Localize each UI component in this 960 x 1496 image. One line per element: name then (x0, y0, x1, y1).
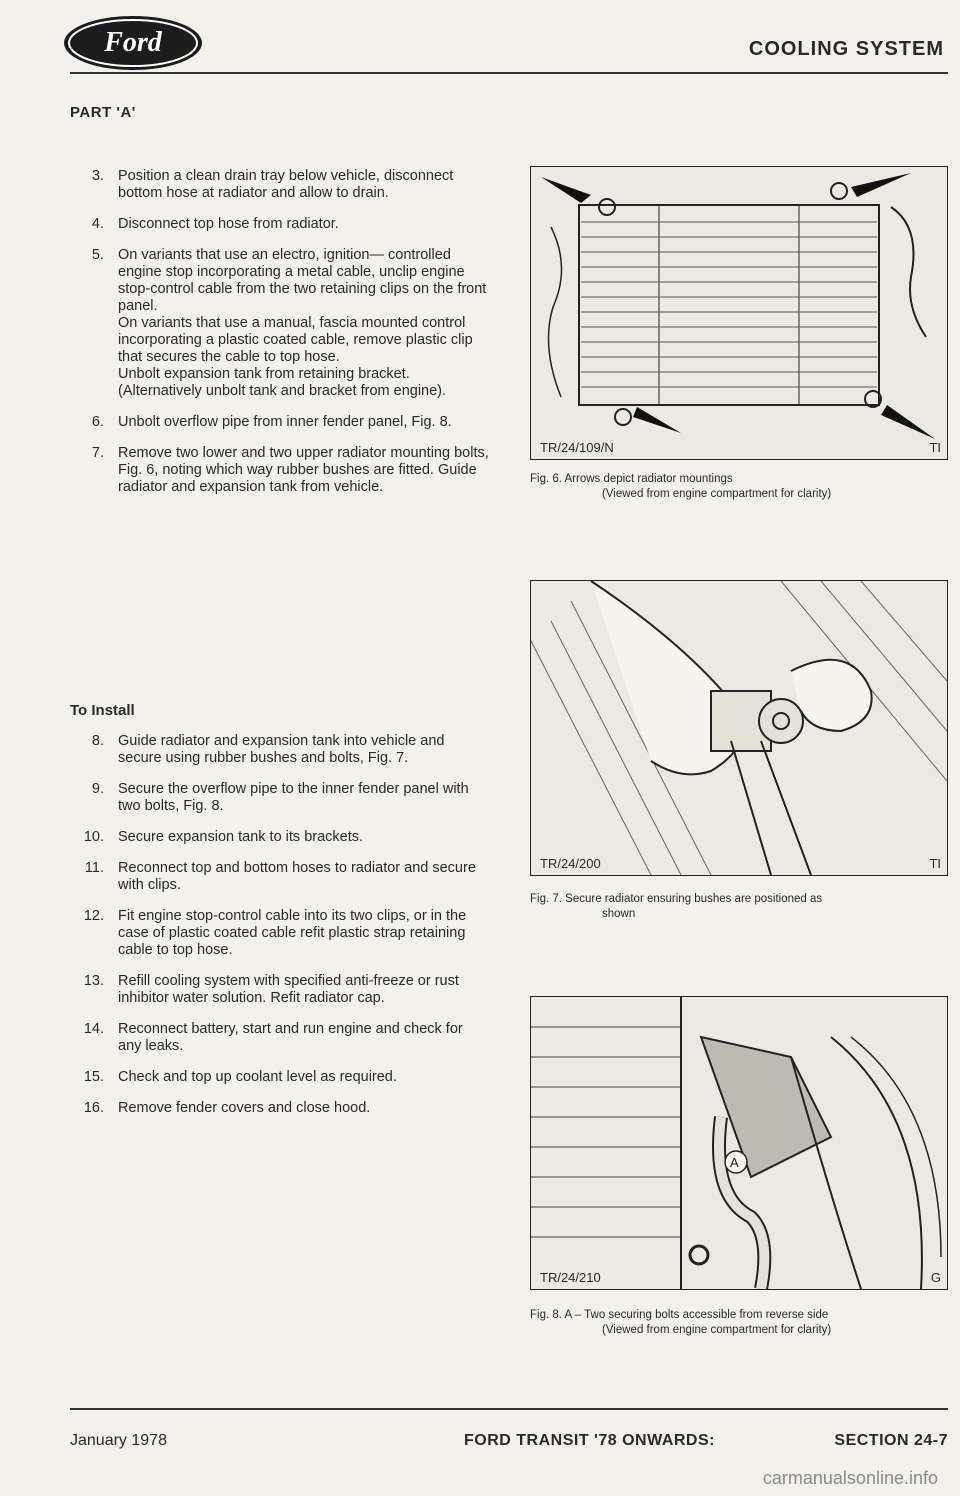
step-number: 14. (83, 1021, 104, 1037)
figure-6-caption (530, 472, 946, 502)
step-15 (70, 1069, 490, 1086)
install-heading: To Install (70, 702, 135, 719)
footer-date: January 1978 (70, 1432, 167, 1449)
step-number: 9. (91, 781, 104, 797)
logo-text: Ford (104, 27, 162, 58)
caption-line: Fig. 8. A – Two securing bolts accessible from reverse side (530, 1309, 829, 1321)
figure-mark: TI (929, 440, 941, 455)
step-text: Secure the overflow pipe to the inner fender panel with two bolts, Fig. 8. (118, 781, 469, 814)
step-12 (70, 908, 490, 959)
step-text (118, 247, 490, 400)
figure-8 (530, 996, 948, 1290)
removal-steps (70, 168, 490, 510)
step-text: Secure expansion tank to its brackets. (118, 829, 364, 845)
figure-mark: TI (929, 856, 941, 871)
step-text: Check and top up coolant level as required. (118, 1069, 397, 1085)
step-6 (70, 414, 490, 431)
step-4 (70, 216, 490, 233)
figure-mark: G (930, 1270, 941, 1285)
figure-reference: TR/24/200 (537, 856, 604, 871)
step-text: Remove two lower and two upper radiator mounting bolts, Fig. 6, noting which way rubber bushes are fitted. Guide radiator and expansion tank from vehicle. (118, 445, 489, 495)
step-7 (70, 445, 490, 496)
step-number: 8. (91, 733, 104, 749)
figure-7 (530, 580, 948, 876)
figure-6 (530, 166, 948, 460)
step-3 (70, 168, 490, 202)
step-text: Disconnect top hose from radiator. (118, 216, 339, 232)
ford-logo (62, 14, 204, 72)
caption-line: Fig. 7. Secure radiator ensuring bushes are positioned as (530, 893, 823, 905)
caption-line: (Viewed from engine compartment for clarity) (602, 1324, 832, 1336)
step-paragraph: On variants that use a manual, fascia mounted control incorporating a plastic coated cable, remove plastic clip that secures the cable to top hose. (118, 315, 473, 365)
step-text: Reconnect top and bottom hoses to radiator and secure with clips. (118, 860, 476, 893)
figure-reference: TR/24/210 (537, 1270, 604, 1285)
step-number: 3. (91, 168, 104, 184)
step-number: 10. (83, 829, 104, 845)
overflow-pipe-illustration (531, 997, 947, 1289)
callout-a: A (730, 1155, 739, 1170)
step-number: 5. (91, 247, 104, 263)
step-10 (70, 829, 490, 846)
step-number: 6. (91, 414, 104, 430)
step-text: Remove fender covers and close hood. (118, 1100, 371, 1116)
figure-8-caption (530, 1308, 946, 1338)
footer-title: FORD TRANSIT '78 ONWARDS: (464, 1432, 715, 1449)
caption-line: Fig. 6. Arrows depict radiator mountings (530, 473, 733, 485)
caption-line: (Viewed from engine compartment for clarity) (602, 488, 832, 500)
step-paragraph: On variants that use an electro, ignition— controlled engine stop incorporating a metal cable, unclip engine stop-control cable from the two retaining clips on the front panel. (118, 247, 487, 314)
part-heading: PART 'A' (70, 104, 136, 121)
step-number: 4. (91, 216, 104, 232)
step-5 (70, 247, 490, 400)
step-8 (70, 733, 490, 767)
step-paragraph: Unbolt expansion tank from retaining bracket. (Alternatively unbolt tank and bracket from engine). (118, 366, 447, 399)
step-text: Position a clean drain tray below vehicle, disconnect bottom hose at radiator and allow to drain. (118, 168, 454, 201)
step-11 (70, 860, 490, 894)
step-number: 11. (84, 860, 104, 876)
watermark: carmanualsonline.info (762, 1468, 938, 1488)
figure-reference: TR/24/109/N (537, 440, 617, 455)
step-9 (70, 781, 490, 815)
bush-fitting-illustration (531, 581, 947, 875)
install-steps (70, 733, 490, 1131)
step-text: Unbolt overflow pipe from inner fender panel, Fig. 8. (118, 414, 452, 430)
step-number: 15. (83, 1069, 104, 1085)
step-number: 16. (83, 1100, 104, 1116)
step-16 (70, 1100, 490, 1117)
footer-rule (70, 1408, 948, 1410)
step-number: 13. (83, 973, 104, 989)
step-13 (70, 973, 490, 1007)
caption-line: shown (602, 908, 636, 920)
step-number: 7. (91, 445, 104, 461)
footer-section: SECTION 24-7 (834, 1432, 948, 1449)
step-text: Refill cooling system with specified anti-freeze or rust inhibitor water solution. Refit radiator cap. (118, 973, 459, 1006)
step-text: Reconnect battery, start and run engine and check for any leaks. (118, 1021, 463, 1054)
radiator-illustration (531, 167, 947, 459)
step-14 (70, 1021, 490, 1055)
step-text: Fit engine stop-control cable into its two clips, or in the case of plastic coated cable refit plastic strap retaining cable to top hose. (118, 908, 467, 958)
step-number: 12. (83, 908, 104, 924)
figure-7-caption (530, 892, 946, 922)
page-title: COOLING SYSTEM (748, 38, 944, 60)
header-rule (70, 72, 948, 74)
step-text: Guide radiator and expansion tank into vehicle and secure using rubber bushes and bolts, Fig. 7. (118, 733, 445, 766)
